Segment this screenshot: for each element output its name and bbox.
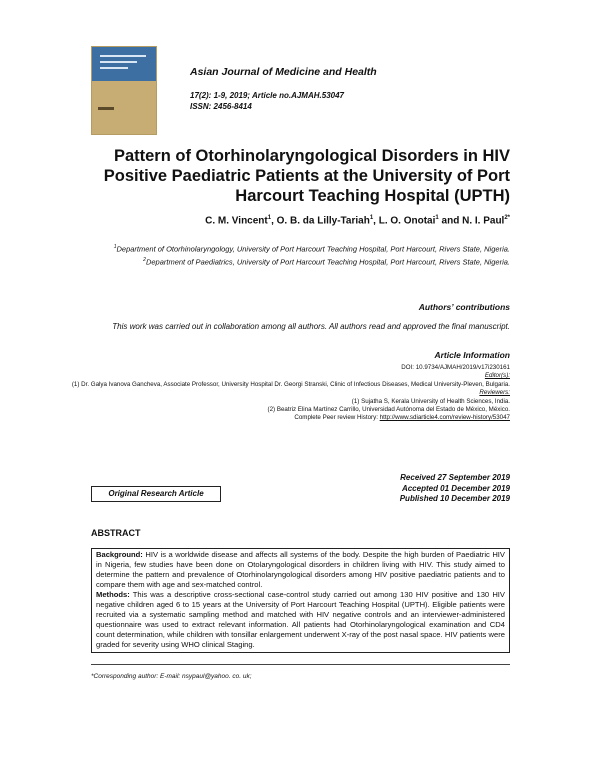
author-name: O. B. da Lilly-Tariah	[276, 215, 370, 227]
reviewer-entry: (2) Beatriz Elina Martínez Carrillo, Universidad Autónoma del Estado de México, México.	[267, 406, 510, 414]
reviewers-label: Reviewers:	[479, 389, 510, 397]
reviewer-entry: (1) Sujatha S, Kerala University of Health Sciences, India.	[351, 397, 510, 405]
published-date: Published 10 December 2019	[399, 494, 510, 503]
author-name: N. I. Paul	[462, 215, 505, 227]
corresponding-author-footnote: *Corresponding author: E-mail: nsypaul@yahoo. co. uk;	[91, 673, 252, 680]
editor-entry: (1) Dr. Galya Ivanova Gancheva, Associate Professor, University Hospital Dr. Georgi Stranski, Clinic of Infectious Diseases, Medical University-Pleven, Bulgaria.	[71, 380, 510, 388]
peer-review-history: Complete Peer review History: http://www.sdiarticle4.com/review-history/53047	[294, 414, 510, 422]
author-list: C. M. Vincent$^1$, O. B. da Lilly-Tariah$^1$, L. O. Onotai$^1$ and N. I. Paul$^{2*}$	[205, 215, 510, 227]
author-name: C. M. Vincent	[205, 215, 268, 227]
abstract-methods: Methods: This was a descriptive cross-sectional case-control study carried out among 130 HIV positive and 130 HIV negative children aged 6 to 15 years at the University of Port Harcourt Teaching Hospital (UPTH). Eligible patients were recruited via a systematic sampling method and matched with HIV negative controls and an interviewer-administered questionnaire was used to extract relevant information. All patients had Otorhinolaryngological examination and CD4 count determination, while children with tonsillar enlargement underwent X-ray of the post nasal space. HIV patients were graded for severity using WHO clinical Staging.	[96, 590, 505, 649]
journal-cover-thumbnail	[91, 46, 157, 135]
affiliation: $^1$Department of Otorhinolaryngology, University of Port Harcourt Teaching Hospital, Port Harcourt, Rivers State, Nigeria.	[113, 244, 510, 254]
received-date: Received 27 September 2019	[400, 473, 510, 482]
journal-header	[190, 66, 377, 112]
abstract-background: Background: HIV is a worldwide disease and affects all systems of the body. Despite the high burden of Paediatric HIV in Nigeria, few studies have been done on Otolaryngological disorders in children living with HIV. This study aimed to determine the pattern and prevalence of Otorhinolaryngological disorders among HIV positive paediatric patients and to compare them with age and sex-matched control.	[96, 550, 505, 589]
article-info	[70, 364, 510, 423]
affiliation: $^2$Department of Paediatrics, University of Port Harcourt Teaching Hospital, Port Harcourt, Rivers State, Nigeria.	[143, 257, 510, 267]
peer-review-link[interactable]: http://www.sdiarticle4.com/review-history/53047	[379, 414, 510, 422]
footnote-divider	[91, 664, 510, 665]
article-info-heading: Article Information	[434, 350, 510, 360]
author-name: L. O. Onotai	[378, 215, 436, 227]
accepted-date: Accepted 01 December 2019	[401, 483, 510, 493]
abstract-box	[91, 548, 510, 653]
contributions-text: This work was carried out in collaboration among all authors. All authors read and approved the final manuscript.	[112, 322, 510, 331]
journal-citation: 17(2): 1-9, 2019; Article no.AJMAH.53047	[190, 91, 344, 100]
journal-name: Asian Journal of Medicine and Health	[190, 66, 377, 78]
contributions-heading: Authors’ contributions	[418, 302, 510, 312]
doi[interactable]: DOI: 10.9734/AJMAH/2019/v17i230161	[401, 364, 510, 371]
article-dates	[400, 473, 510, 505]
journal-issn: ISSN: 2456-8414	[190, 102, 252, 111]
editors-label: Editor(s):	[484, 372, 510, 380]
article-type-badge: Original Research Article	[91, 486, 221, 502]
abstract-heading: ABSTRACT	[91, 528, 141, 538]
affiliations	[90, 242, 510, 268]
article-title: Pattern of Otorhinolaryngological Disorders in HIV Positive Paediatric Patients at the University of Port Harcourt Teaching Hospital (UPTH)	[103, 147, 510, 205]
